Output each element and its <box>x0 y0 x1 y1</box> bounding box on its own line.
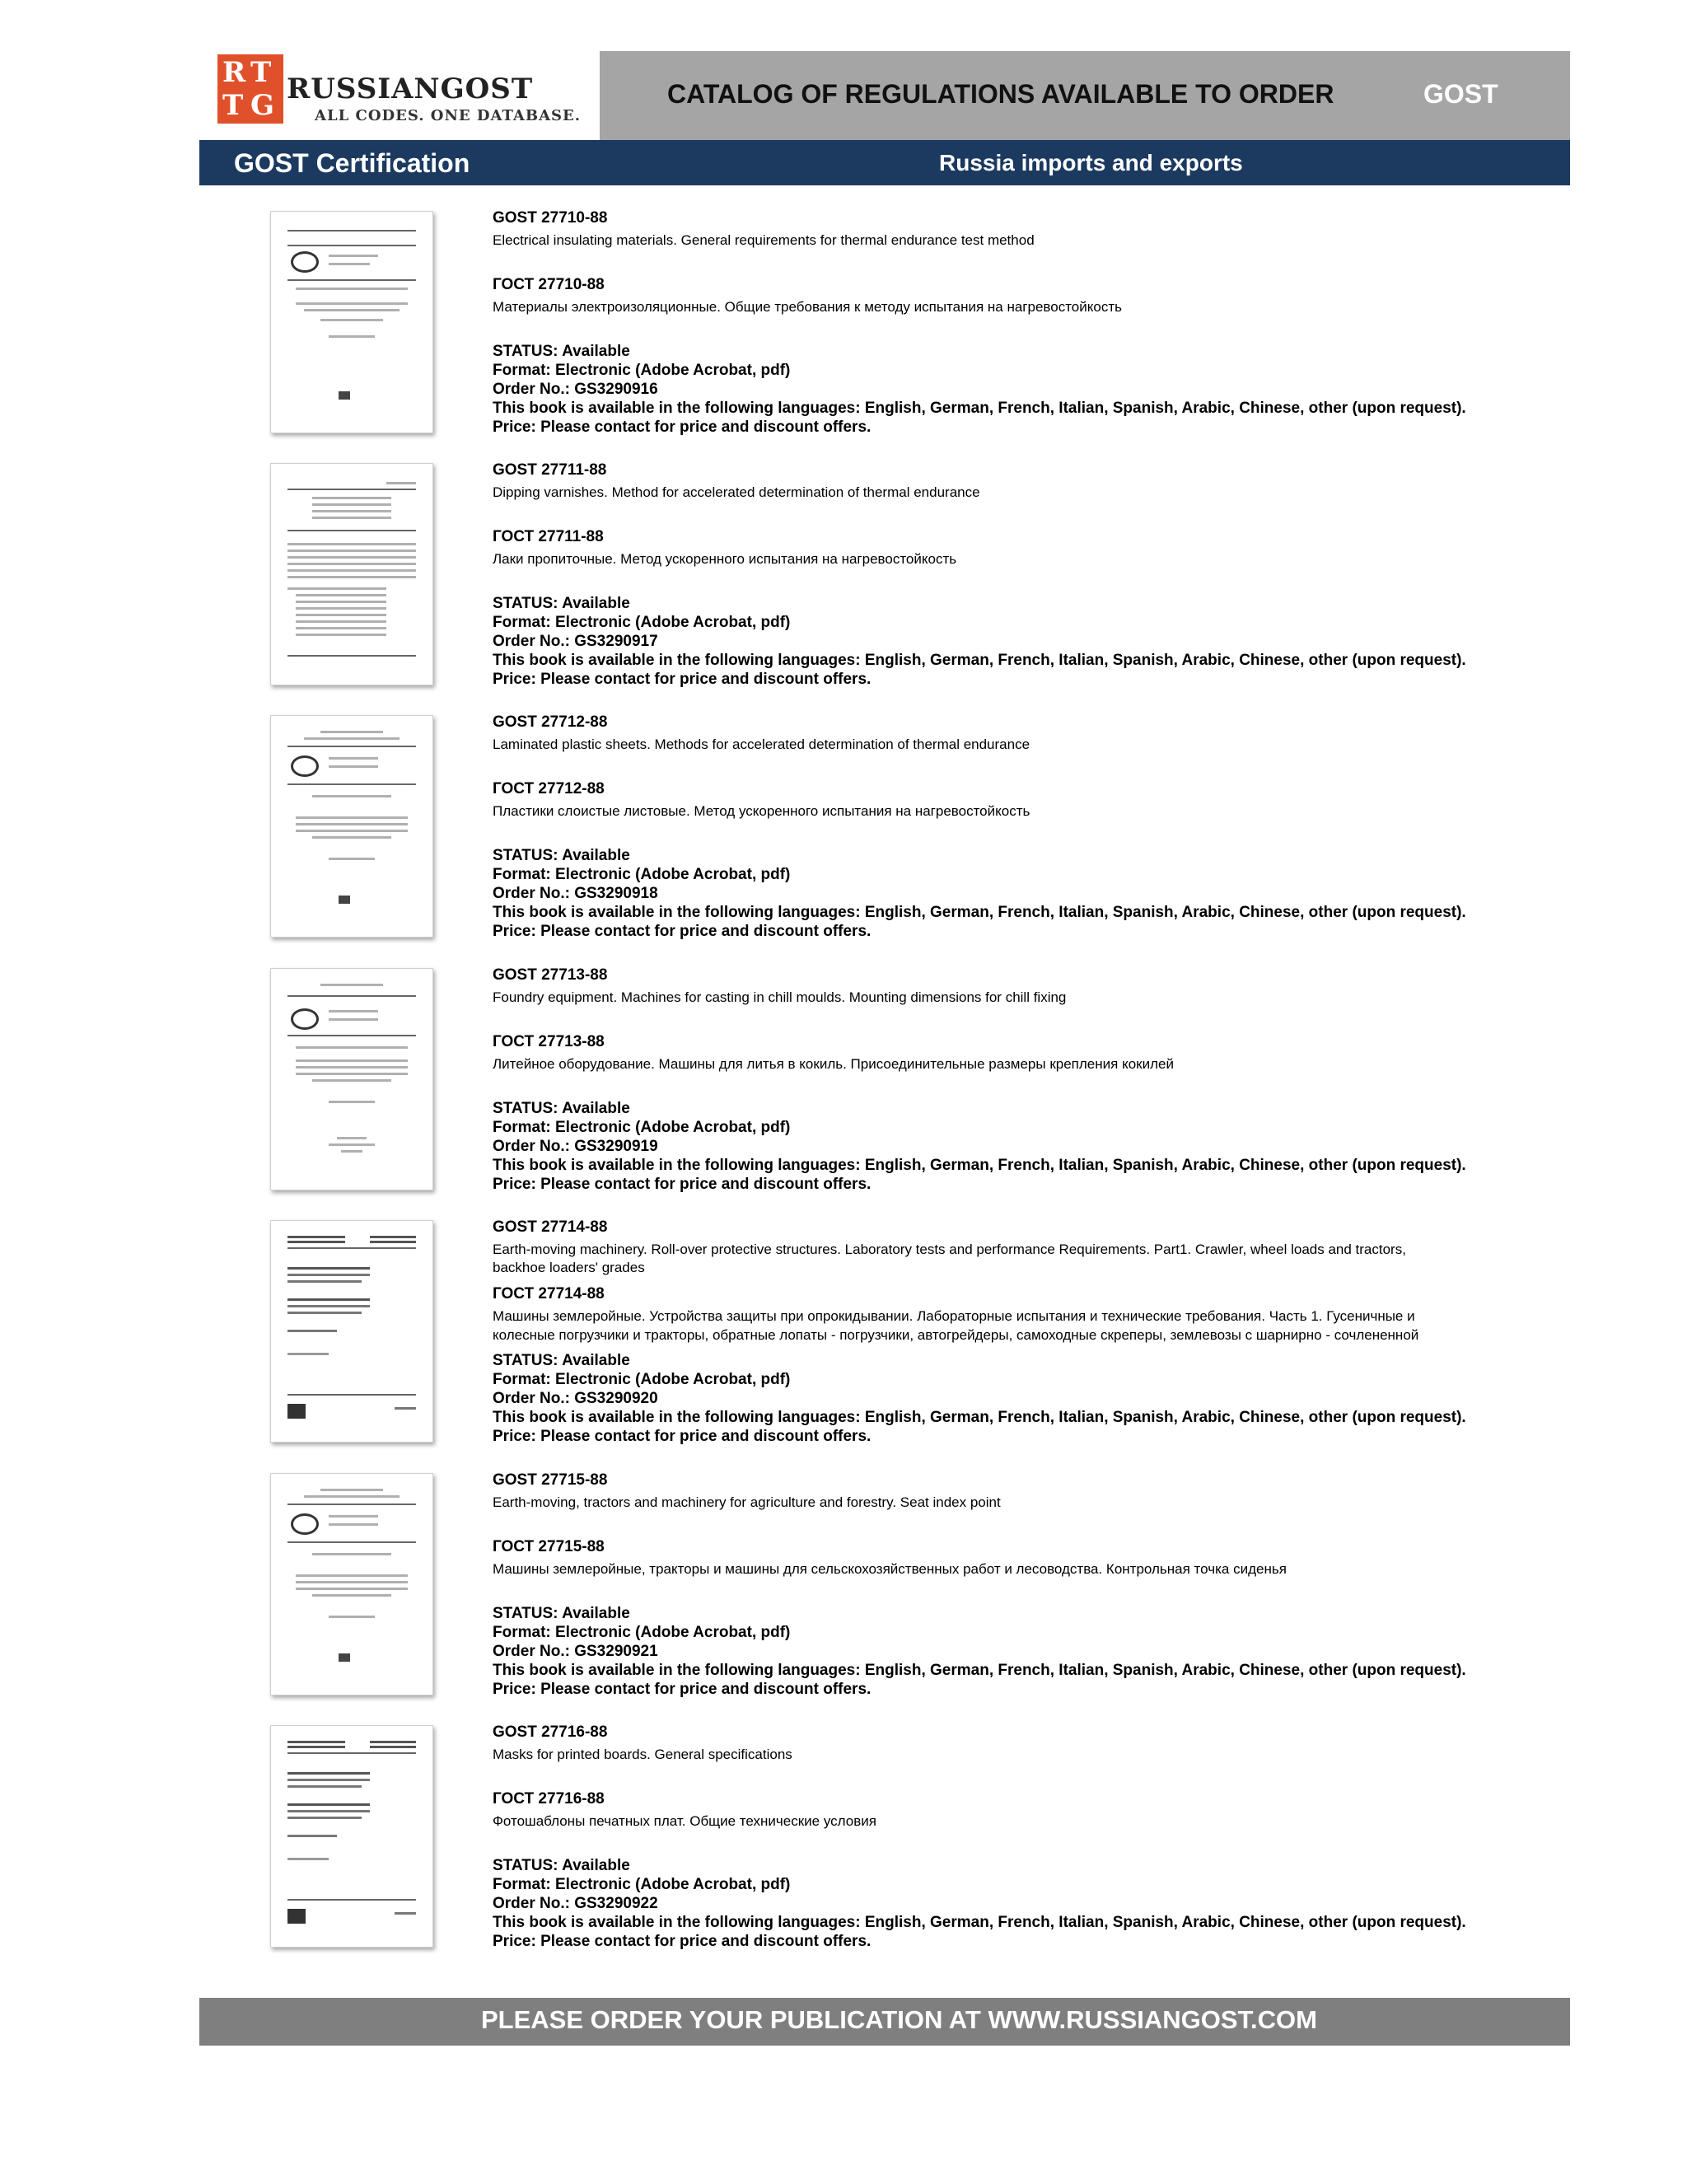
price: Price: Please contact for price and discount offers. <box>493 419 872 436</box>
gost-code-en: GOST 27712-88 <box>493 713 608 731</box>
format: Format: Electronic (Adobe Acrobat, pdf) <box>493 362 791 379</box>
document-cover-thumbnail[interactable] <box>270 463 433 685</box>
logo-letter: R <box>222 56 246 89</box>
catalog-entry <box>0 963 1687 1217</box>
format: Format: Electronic (Adobe Acrobat, pdf) <box>493 866 791 883</box>
logo-letter: G <box>250 89 275 122</box>
subheader-band <box>199 140 1570 185</box>
logo-tagline: ALL CODES. ONE DATABASE. <box>315 107 582 124</box>
title-ru: Материалы электроизоляционные. Общие требования к методу испытания на нагревостойкость <box>493 299 1122 315</box>
title-en: Earth-moving, tractors and machinery for agriculture and forestry. Seat index point <box>493 1494 1001 1510</box>
document-cover-thumbnail[interactable] <box>270 1220 433 1443</box>
format: Format: Electronic (Adobe Acrobat, pdf) <box>493 614 791 631</box>
order-number: Order No.: GS3290916 <box>493 381 658 398</box>
languages: This book is available in the following languages: English, German, French, Italian, Spanish, Arabic, Chinese, other (upon request). <box>493 652 1466 669</box>
format: Format: Electronic (Adobe Acrobat, pdf) <box>493 1876 791 1893</box>
status: STATUS: Available <box>493 1605 630 1622</box>
gost-code-ru: ГОСТ 27711-88 <box>493 528 604 545</box>
status: STATUS: Available <box>493 343 630 360</box>
catalog-entry <box>0 710 1687 964</box>
document-cover-thumbnail[interactable] <box>270 968 433 1190</box>
order-number: Order No.: GS3290920 <box>493 1390 658 1407</box>
catalog-entry <box>0 458 1687 712</box>
status: STATUS: Available <box>493 595 630 612</box>
logo-letter: T <box>222 89 244 122</box>
document-cover-thumbnail[interactable] <box>270 1725 433 1948</box>
catalog-title: CATALOG OF REGULATIONS AVAILABLE TO ORDER <box>667 79 1334 109</box>
price: Price: Please contact for price and discount offers. <box>493 671 872 688</box>
languages: This book is available in the following languages: English, German, French, Italian, Spanish, Arabic, Chinese, other (upon request). <box>493 1157 1466 1174</box>
catalog-entry <box>0 1720 1687 1974</box>
price: Price: Please contact for price and discount offers. <box>493 1428 872 1445</box>
catalog-entry <box>0 1468 1687 1722</box>
format: Format: Electronic (Adobe Acrobat, pdf) <box>493 1371 791 1388</box>
gost-code-en: GOST 27714-88 <box>493 1218 608 1236</box>
languages: This book is available in the following languages: English, German, French, Italian, Spanish, Arabic, Chinese, other (upon request). <box>493 904 1466 921</box>
gost-code-ru: ГОСТ 27713-88 <box>493 1033 605 1050</box>
languages: This book is available in the following languages: English, German, French, Italian, Spanish, Arabic, Chinese, other (upon request). <box>493 1409 1466 1426</box>
title-ru: Фотошаблоны печатных плат. Общие технические условия <box>493 1813 876 1829</box>
catalog-entry <box>0 206 1687 460</box>
document-cover-thumbnail[interactable] <box>270 211 433 433</box>
gost-code-ru: ГОСТ 27716-88 <box>493 1790 605 1808</box>
logo-mark-icon <box>217 54 283 124</box>
gost-code-en: GOST 27711-88 <box>493 461 607 479</box>
gost-code-ru: ГОСТ 27714-88 <box>493 1285 605 1302</box>
document-cover-thumbnail[interactable] <box>270 715 433 938</box>
gost-code-en: GOST 27710-88 <box>493 209 608 227</box>
price: Price: Please contact for price and discount offers. <box>493 1933 872 1950</box>
gost-code-en: GOST 27715-88 <box>493 1471 608 1489</box>
title-ru-continued: колесные погрузчики и тракторы, обратные лопаты - погрузчики, автогрейдеры, самоходные скреперы, землевозы с шарнирно - сочлененной <box>493 1327 1419 1343</box>
languages: This book is available in the following languages: English, German, French, Italian, Spanish, Arabic, Chinese, other (upon request). <box>493 400 1466 417</box>
title-ru: Машины землеройные, тракторы и машины для сельскохозяйственных работ и лесоводства. Контрольная точка сиденья <box>493 1561 1287 1577</box>
price: Price: Please contact for price and discount offers. <box>493 923 872 940</box>
catalog-title-bar <box>600 51 1570 140</box>
order-number: Order No.: GS3290921 <box>493 1643 658 1660</box>
price: Price: Please contact for price and discount offers. <box>493 1176 872 1193</box>
price: Price: Please contact for price and discount offers. <box>493 1681 872 1698</box>
languages: This book is available in the following languages: English, German, French, Italian, Spanish, Arabic, Chinese, other (upon request). <box>493 1662 1466 1679</box>
order-footer-text: PLEASE ORDER YOUR PUBLICATION AT WWW.RUSSIANGOST.COM <box>481 2005 1317 2034</box>
title-en: Earth-moving machinery. Roll-over protective structures. Laboratory tests and performance Requirements. Part1. Crawler, wheel loads and tractors, <box>493 1242 1406 1257</box>
gost-code-ru: ГОСТ 27715-88 <box>493 1538 605 1555</box>
title-en: Masks for printed boards. General specifications <box>493 1747 792 1762</box>
status: STATUS: Available <box>493 847 630 864</box>
format: Format: Electronic (Adobe Acrobat, pdf) <box>493 1119 791 1136</box>
gost-badge: GOST <box>1423 79 1498 109</box>
logo-name: RUSSIANGOST <box>287 72 534 105</box>
gost-code-ru: ГОСТ 27710-88 <box>493 276 605 293</box>
gost-code-en: GOST 27716-88 <box>493 1723 608 1741</box>
title-ru: Литейное оборудование. Машины для литья в кокиль. Присоединительные размеры крепления кокилей <box>493 1056 1174 1072</box>
title-en: Electrical insulating materials. General requirements for thermal endurance test method <box>493 232 1035 248</box>
format: Format: Electronic (Adobe Acrobat, pdf) <box>493 1624 791 1641</box>
catalog-entry <box>0 1215 1687 1469</box>
title-en: Dipping varnishes. Method for accelerated determination of thermal endurance <box>493 484 980 500</box>
languages: This book is available in the following languages: English, German, French, Italian, Spanish, Arabic, Chinese, other (upon request). <box>493 1914 1466 1931</box>
title-ru: Лаки пропиточные. Метод ускоренного испытания на нагревостойкость <box>493 551 957 567</box>
gost-code-ru: ГОСТ 27712-88 <box>493 780 605 797</box>
status: STATUS: Available <box>493 1352 630 1369</box>
order-number: Order No.: GS3290917 <box>493 633 658 650</box>
status: STATUS: Available <box>493 1100 630 1117</box>
gost-certification-label: GOST Certification <box>234 148 470 178</box>
order-number: Order No.: GS3290919 <box>493 1138 658 1155</box>
order-number: Order No.: GS3290918 <box>493 885 658 902</box>
title-en: Laminated plastic sheets. Methods for accelerated determination of thermal endurance <box>493 737 1030 752</box>
status: STATUS: Available <box>493 1857 630 1874</box>
title-en: Foundry equipment. Machines for casting in chill moulds. Mounting dimensions for chill fixing <box>493 989 1067 1005</box>
order-number: Order No.: GS3290922 <box>493 1895 658 1912</box>
page-header <box>199 51 1570 140</box>
title-ru: Машины землеройные. Устройства защиты при опрокидывании. Лабораторные испытания и технические требования. Часть 1. Гусеничные и <box>493 1308 1415 1324</box>
title-en-continued: backhoe loaders' grades <box>493 1260 645 1275</box>
order-footer-banner[interactable] <box>199 1998 1570 2046</box>
document-cover-thumbnail[interactable] <box>270 1473 433 1695</box>
title-ru: Пластики слоистые листовые. Метод ускоренного испытания на нагревостойкость <box>493 803 1030 819</box>
imports-exports-label: Russia imports and exports <box>939 150 1243 175</box>
gost-code-en: GOST 27713-88 <box>493 966 608 984</box>
logo-letter: T <box>250 56 272 89</box>
logo[interactable] <box>199 51 600 140</box>
